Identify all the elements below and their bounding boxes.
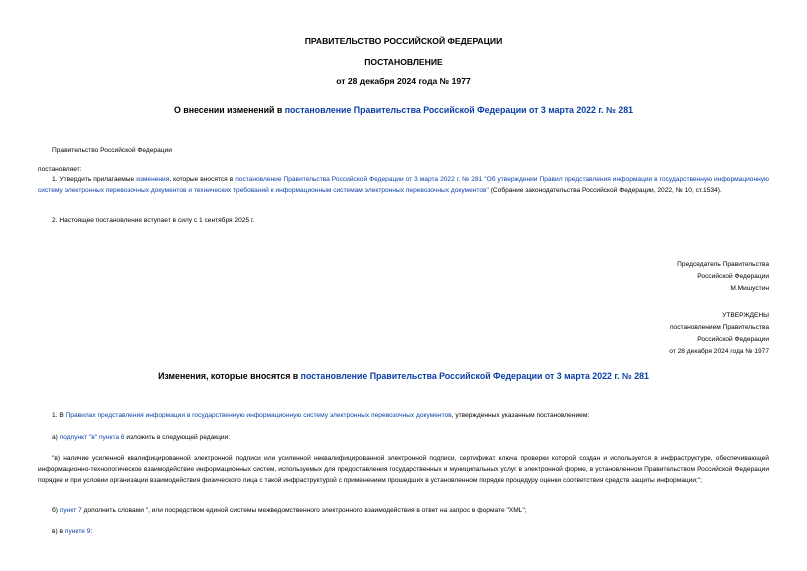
p1-decree-link[interactable]: постановление Правительства Российской Федерации от 3 марта 2022 г. № 281 "Об утверждении Правил представления информации в государственную информационную систему электронных перевозочных документов и технических требований к информационным системам электронных перевозочных документов" [38, 176, 769, 194]
decrees-line: постановляет: [38, 166, 82, 173]
subitem-a-prefix: а) [52, 434, 60, 441]
government-line: Правительство Российской Федерации [52, 147, 172, 154]
document-title [0, 105, 807, 115]
subitem-v-prefix: в) в [52, 528, 65, 535]
paragraph-1 [38, 174, 769, 196]
approved-block [669, 310, 769, 358]
approved-line-1: УТВЕРЖДЕНЫ [722, 312, 769, 319]
p1-changes-link[interactable]: изменения [136, 176, 170, 183]
change-1-suffix: , утвержденных указанным постановлением: [451, 412, 590, 419]
subitem-a-link[interactable]: подпункт "в" пункта 6 [59, 434, 125, 441]
subitem-v-suffix: : [90, 528, 93, 535]
paragraph-2: 2. Настоящее постановление вступает в силу с 1 сентября 2025 г. [52, 217, 255, 224]
signature-name: М.Мишустин [730, 285, 769, 292]
signature-line-2: Российской Федерации [697, 273, 769, 280]
changes-title-link[interactable]: постановление Правительства Российской Федерации от 3 марта 2022 г. № 281 [300, 371, 649, 381]
signature-block [677, 259, 769, 295]
subitem-b-suffix: дополнить словами ", или посредством единой системы межведомственного электронного взаимодействия в ответ на запрос в формате "XML"; [81, 507, 527, 514]
subitem-b [52, 505, 527, 516]
subitem-b-prefix: б) [52, 507, 60, 514]
signature-line-1: Председатель Правительства [677, 261, 769, 268]
change-1 [52, 410, 589, 421]
doc-type-heading: ПОСТАНОВЛЕНИЕ [364, 57, 443, 67]
subitem-a-suffix: изложить в следующей редакции: [124, 434, 231, 441]
p1-prefix: 1. Утвердить прилагаемые [52, 176, 137, 183]
subitem-a [52, 432, 230, 443]
date-number-heading: от 28 декабря 2024 года № 1977 [336, 76, 471, 86]
approved-line-4: от 28 декабря 2024 года № 1977 [669, 348, 769, 355]
changes-title-prefix: Изменения, которые вносятся в [158, 371, 301, 381]
p1-mid: , которые вносятся в [169, 176, 236, 183]
subitem-b-link[interactable]: пункт 7 [59, 507, 82, 514]
approved-line-3: Российской Федерации [697, 336, 769, 343]
approved-line-2: постановлением Правительства [669, 324, 769, 331]
title-link[interactable]: постановление Правительства Российской Федерации от 3 марта 2022 г. № 281 [284, 105, 633, 115]
rules-link[interactable]: Правилах представления информации в государственную информационную систему электронных перевозочных документов [65, 412, 452, 419]
quoted-amendment: "в) наличие усиленной квалифицированной электронной подписи или усиленной неквалифицированной электронной подписи, сертификат ключа проверки которой создан и используется в инфраструктуре, обеспечивающей информационно-технологическое взаимодействие информационных систем, используемых для предоставления государственных и муниципальных услуг в электронной форме, в установленном Правительством Российской Федерации порядке и при условии организации взаимодействия физического лица с такой инфраструктурой с применением прошедших в установленном порядке процедуру оценки соответствия средств защиты информации;"; [38, 455, 769, 484]
subitem-v [52, 526, 92, 537]
p1-suffix: (Собрание законодательства Российской Федерации, 2022, № 10, ст.1534). [488, 187, 722, 194]
change-1-prefix: 1. В [52, 412, 66, 419]
title-prefix: О внесении изменений в [174, 105, 285, 115]
org-heading: ПРАВИТЕЛЬСТВО РОССИЙСКОЙ ФЕДЕРАЦИИ [304, 36, 503, 46]
subitem-v-link[interactable]: пункте 9 [64, 528, 91, 535]
changes-title [0, 371, 807, 381]
